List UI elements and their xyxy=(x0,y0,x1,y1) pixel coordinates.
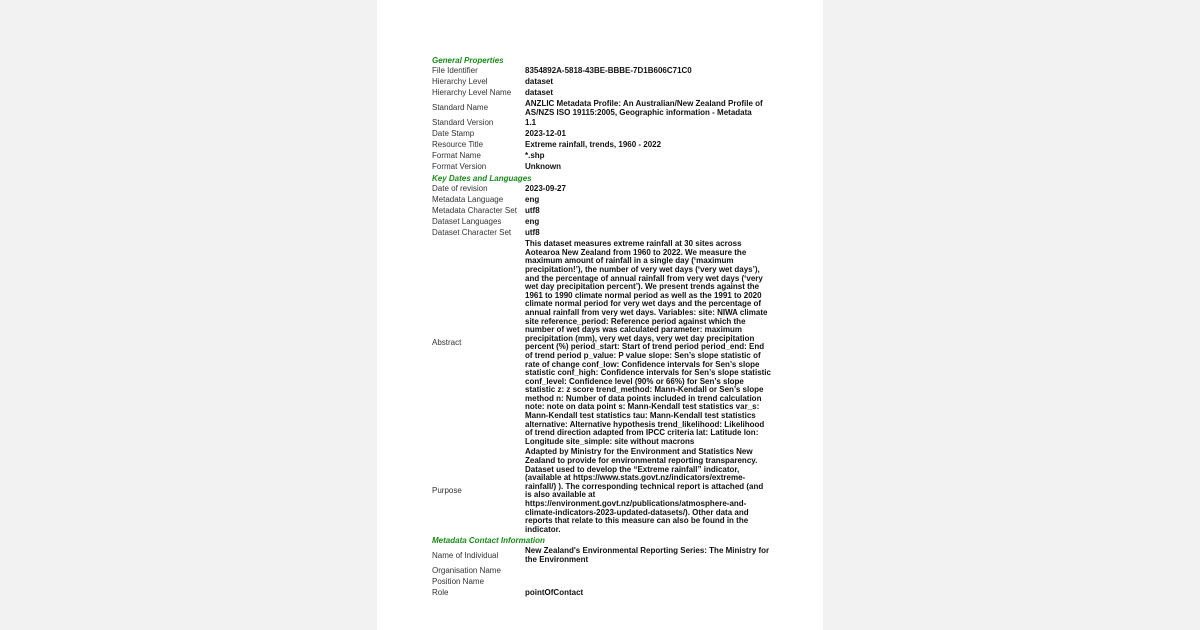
row-organisation-name xyxy=(432,566,772,577)
row-position-name xyxy=(432,577,772,588)
metadata-page xyxy=(377,0,823,630)
label: Format Name xyxy=(432,151,481,161)
label: Organisation Name xyxy=(432,565,501,575)
row-date-stamp xyxy=(432,129,772,140)
value xyxy=(525,577,772,588)
section-title-key-dates-languages: Key Dates and Languages xyxy=(432,174,532,184)
row-name-of-individual xyxy=(432,546,772,565)
row-dataset-character-set xyxy=(432,228,772,239)
row-dataset-languages xyxy=(432,217,772,228)
value: ANZLIC Metadata Profile: An Australian/New Zealand Profile of AS/NZS ISO 19115:2005, Geographic information - Metadata xyxy=(525,99,763,117)
label: Name of Individual xyxy=(432,550,499,560)
row-resource-title xyxy=(432,140,772,151)
row-standard-name xyxy=(432,99,772,118)
value: Extreme rainfall, trends, 1960 - 2022 xyxy=(525,140,662,150)
row-date-of-revision xyxy=(432,184,772,195)
label: Standard Name xyxy=(432,103,489,113)
section-title-general-properties: General Properties xyxy=(432,56,504,65)
row-metadata-character-set xyxy=(432,206,772,217)
value: utf8 xyxy=(525,228,540,238)
value: New Zealand's Environmental Reporting Series: The Ministry for the Environment xyxy=(525,546,770,564)
value: pointOfContact xyxy=(525,587,584,597)
value: 2023-12-01 xyxy=(525,129,566,139)
label: Hierarchy Level xyxy=(432,77,488,87)
value: *.shp xyxy=(525,151,545,161)
label: Purpose xyxy=(432,486,462,496)
label: Date of revision xyxy=(432,184,488,194)
row-abstract xyxy=(432,239,772,447)
label: Hierarchy Level Name xyxy=(432,88,512,98)
row-file-identifier xyxy=(432,66,772,77)
label: Role xyxy=(432,587,449,597)
value: This dataset measures extreme rainfall at 30 sites across Aotearoa New Zealand from 1960 to 2022. We measure the maximum amount of rainfall in a single day (‘maximum precipitation!’), the number of very wet days (‘very wet days’), and the percentage of annual rainfall from very wet days (‘very wet day precipitation percent’). We present trends against the 1961 to 1990 climate normal period as well as the 1991 to 2020 climate normal period for very wet days and the percentage of annual rainfall from very wet days. Variables: site: NIWA climate site reference_period: Reference period against which the number of wet days was calculated parameter: maximum precipitation (mm), very wet days, very wet day precipitation percent (%) period_start: Start of trend period period_end: End of trend period p_value: P value slope: Sen’s slope statistic of rate of change conf_low: Confidence intervals for Sen’s slope statistic conf_high: Confidence intervals for Sen’s slope statistic conf_level: Confidence level (90% or 66%) for Sen’s slope statistic z: z score trend_method: Mann-Kendall or Sen’s slope method n: Number of data points included in trend calculation note: note on data point s: Mann-Kendall test statistics var_s: Mann-Kendall test statistics tau: Mann-Kendall test statistics alternative: Alternative hypothesis trend_likelihood: Likelihood of trend direction adapted from IPCC criteria lat: Latitude lon: Longitude site_simple: site without macrons xyxy=(525,239,771,446)
row-hierarchy-level-name xyxy=(432,88,772,99)
label: Format Version xyxy=(432,162,487,172)
row-standard-version xyxy=(432,118,772,129)
label: Standard Version xyxy=(432,118,494,128)
row-metadata-language xyxy=(432,195,772,206)
row-purpose xyxy=(432,447,772,535)
label: Resource Title xyxy=(432,140,484,150)
metadata-content xyxy=(432,55,772,599)
section-title-metadata-contact: Metadata Contact Information xyxy=(432,536,545,546)
value: 1.1 xyxy=(525,118,537,128)
value: 8354892A-5818-43BE-BBBE-7D1B606C71C0 xyxy=(525,66,692,76)
label: Position Name xyxy=(432,576,485,586)
value: eng xyxy=(525,217,540,227)
value: dataset xyxy=(525,77,554,87)
row-hierarchy-level xyxy=(432,77,772,88)
value: Adapted by Ministry for the Environment and Statistics New Zealand to provide for environmental reporting transparency. Dataset used to develop the “Extreme rainfall” indicator, (available at https://www.stats.govt.nz/indicators/extreme-rainfall/) ). The corresponding technical report is attached (and is also available at https://environment.govt.nz/publications/atmosphere-and-climate-indicators-2023-updated-datasets/). Other data and reports that relate to this measure can also be found in the indicator. xyxy=(525,447,764,534)
value: dataset xyxy=(525,88,554,98)
label: Dataset Character Set xyxy=(432,228,512,238)
row-format-name xyxy=(432,151,772,162)
value: utf8 xyxy=(525,206,540,216)
value xyxy=(525,566,772,577)
label: Metadata Character Set xyxy=(432,206,517,216)
row-format-version xyxy=(432,162,772,173)
label: Date Stamp xyxy=(432,129,475,139)
label: Abstract xyxy=(432,338,462,348)
row-role xyxy=(432,588,772,599)
label: Metadata Language xyxy=(432,195,504,205)
value: Unknown xyxy=(525,162,561,172)
value: 2023-09-27 xyxy=(525,184,566,194)
label: Dataset Languages xyxy=(432,217,502,227)
label: File Identifier xyxy=(432,66,478,76)
value: eng xyxy=(525,195,540,205)
